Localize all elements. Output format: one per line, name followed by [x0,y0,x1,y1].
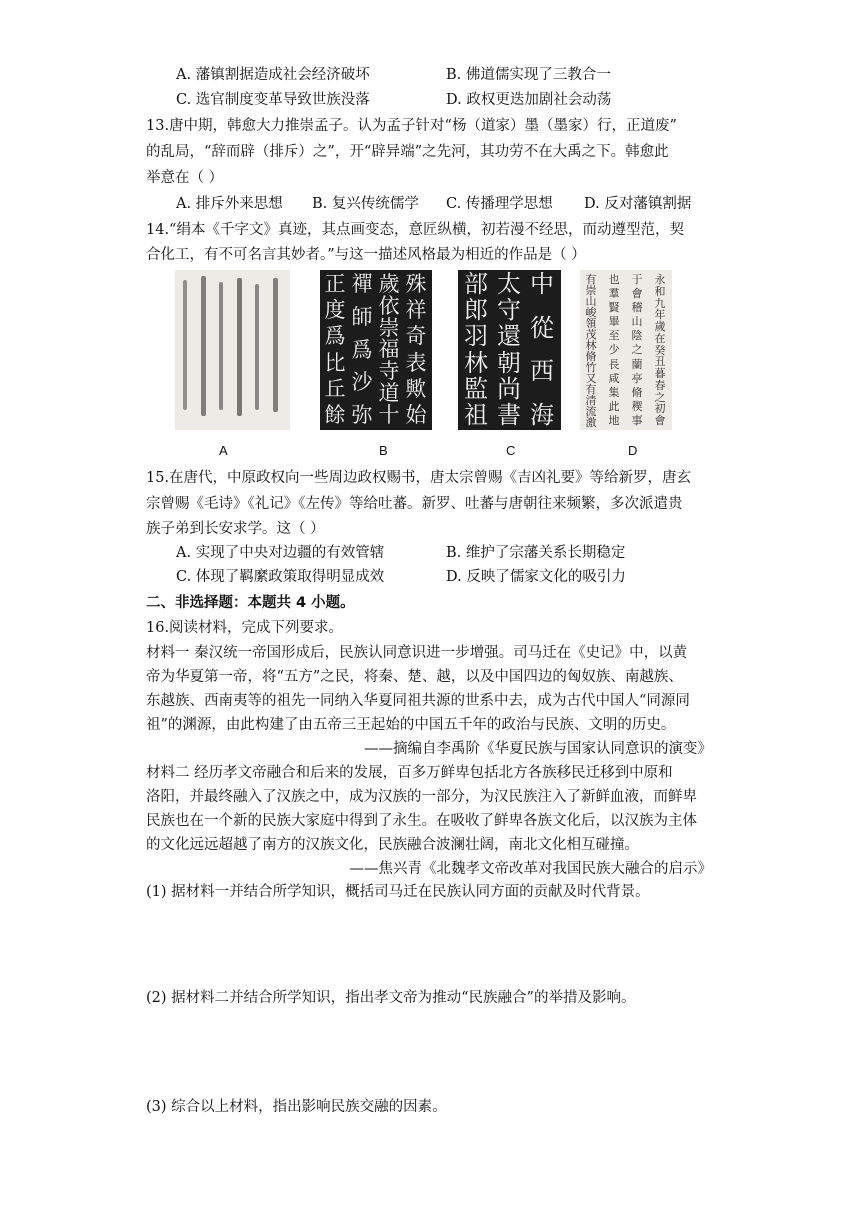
q12-option-d: D. 政权更迭加剧社会动荡 [446,92,612,108]
q16-material-2-line-2: 洛阳，并最终融入了汉族之中，成为汉族的一部分，为汉民族注入了新鲜血液，而鲜卑 [146,789,697,805]
calligraphy-image-c [458,270,561,430]
q16-material-1-source: ——摘编自李禹阶《华夏民族与国家认同意识的演变》 [364,741,712,757]
image-d-column: 有 崇 山 峻 領 茂 林 脩 竹 又 有 清 流 激 [585,273,597,429]
q13-stem-line-1: 13.唐中期，韩愈大力推崇孟子。认为孟子针对“杨（道家）墨（墨家）行，正道废” [146,118,677,134]
image-b-column: 殊 祥 奇 表 歟 始 [405,272,427,427]
image-c-column: 部 郎 羽 林 監 祖 [464,270,488,429]
q15-option-b: B. 维护了宗藩关系长期稳定 [446,545,626,561]
image-a-caption: A [219,443,228,458]
q16-subquestion-3: (3) 综合以上材料，指出影响民族交融的因素。 [146,1099,447,1115]
q16-subquestion-2: (2) 据材料二并结合所学知识，指出孝文帝为推动“民族融合”的举措及影响。 [146,990,636,1006]
q16-material-1-line-2: 帝为华夏第一帝，将“五方”之民，将秦、楚、越，以及中国四边的匈奴族、南越族、 [146,669,683,685]
image-c-caption: C [506,443,516,458]
calligraphy-image-a [175,270,290,430]
q16-subquestion-1: (1) 据材料一并结合所学知识，概括司马迁在民族认同方面的贡献及时代背景。 [146,884,650,900]
q13-stem-line-2: 的乱局，“辞而辟（排斥）之”，开“辟异端”之先河，其功劳不在大禹之下。韩愈此 [146,144,669,160]
q16-material-2-line-1: 材料二 经历孝文帝融合和后来的发展，百多万鲜卑包括北方各族移民迁移到中原和 [146,765,673,781]
q14-stem-line-2: 合化工，有不可名言其妙者。”与这一描述风格最为相近的作品是（ ） [146,247,586,263]
q16-material-1-line-3: 东越族、西南夷等的祖先一同纳入华夏同祖共源的世系中去，成为古代中国人“同源同 [146,693,690,709]
q13-stem-line-3: 举意在（ ） [146,170,224,186]
image-b-column: 歲 依 崇 福 寺 道 十 [378,272,400,427]
q16-material-1-line-1: 材料一 秦汉统一帝国形成后，民族认同意识进一步增强。司马迁在《史记》中，以黄 [146,645,688,661]
image-d-column: 也 羣 賢 畢 至 少 長 咸 集 此 地 [608,273,620,427]
q16-material-2-line-3: 民族也在一个新的民族大家庭中得到了永生。在吸收了鲜卑各族文化后，以汉族为主体 [146,813,697,829]
image-d-caption: D [628,443,638,458]
q15-option-c: C. 体现了羁縻政策取得明显成效 [176,569,385,585]
q15-stem-line-2: 宗曾赐《毛诗》《礼记》《左传》等给吐蕃。新罗、吐蕃与唐朝往来频繁，多次派遣贵 [146,496,683,512]
q16-material-1-line-4: 祖”的渊源，由此构建了由五帝三王起始的中国五千年的政治与民族、文明的历史。 [146,717,676,733]
q16-intro: 16.阅读材料，完成下列要求。 [146,620,344,636]
q15-option-d: D. 反映了儒家文化的吸引力 [446,569,626,585]
q16-material-2-source: ——焦兴青《北魏孝文帝改革对我国民族大融合的启示》 [349,861,712,877]
calligraphy-image-d [580,270,672,430]
q13-option-d: D. 反对藩镇割据 [584,196,692,212]
q14-stem-line-1: 14.“绢本《千字文》真迹，其点画变态，意匠纵横，初若漫不经思，而动遵型范，契 [146,222,684,238]
calligraphy-image-b [320,270,432,430]
q13-option-c: C. 传播理学思想 [446,196,553,212]
image-d-column: 永 和 九 年 歲 在 癸 丑 暮 春 之 初 會 [654,273,666,427]
section-2-heading: 二、非选择题：本题共 4 小题。 [146,595,355,611]
q16-material-2-line-4: 的文化远远超越了南方的汉族文化，民族融合波澜壮阔，南北文化相互碰撞。 [146,837,639,853]
q13-option-b: B. 复兴传统儒学 [312,196,419,212]
image-b-column: 正 度 爲 比 丘 餘 [324,272,346,427]
image-c-column: 太 守 還 朝 尚 書 [497,270,521,429]
q15-stem-line-3: 族子弟到长安求学。这（ ） [146,521,325,537]
image-b-column: 禪 師 爲 沙 弥 [351,272,373,427]
q12-option-b: B. 佛道儒实现了三教合一 [446,67,611,83]
q12-option-a: A. 藩镇割据造成社会经济破坏 [176,67,370,83]
image-d-column: 于 會 稽 山 陰 之 蘭 亭 脩 稧 事 [631,273,643,427]
q13-option-a: A. 排斥外来思想 [176,196,283,212]
q15-option-a: A. 实现了中央对边疆的有效管辖 [176,545,385,561]
image-b-caption: B [379,443,388,458]
q15-stem-line-1: 15.在唐代，中原政权向一些周边政权赐书，唐太宗曾赐《吉凶礼要》等给新罗，唐玄 [146,470,692,486]
image-c-column: 中 從 西 海 [530,270,554,429]
q12-option-c: C. 选官制度变革导致世族没落 [176,92,370,108]
